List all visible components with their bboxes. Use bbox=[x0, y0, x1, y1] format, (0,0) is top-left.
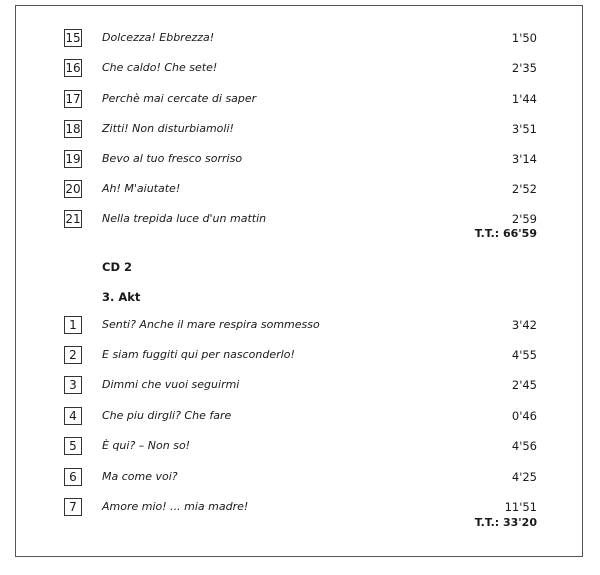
track-row bbox=[16, 407, 582, 427]
track-number: 7 bbox=[64, 498, 82, 516]
cd1-total-time: T.T.: 66'59 bbox=[474, 227, 537, 240]
track-number: 15 bbox=[65, 31, 81, 45]
track-number: 18 bbox=[65, 122, 81, 136]
track-number: 6 bbox=[64, 468, 82, 486]
track-title: È qui? – Non so! bbox=[102, 439, 191, 452]
track-number: 4 bbox=[64, 407, 82, 425]
track-duration: 0'46 bbox=[511, 409, 537, 423]
track-number: 5 bbox=[64, 437, 82, 455]
track-duration: 3'51 bbox=[511, 122, 537, 136]
track-number: 21 bbox=[65, 212, 81, 226]
track-number: 16 bbox=[65, 61, 81, 75]
cd2-heading: CD 2 bbox=[102, 260, 132, 274]
track-duration: 2'52 bbox=[511, 182, 537, 196]
track-number: 19 bbox=[65, 152, 81, 166]
track-title: Dimmi che vuoi seguirmi bbox=[102, 378, 240, 391]
track-duration: 2'45 bbox=[511, 378, 537, 392]
track-duration: 3'14 bbox=[511, 152, 537, 166]
track-row bbox=[16, 29, 582, 49]
track-duration: 4'25 bbox=[511, 470, 537, 484]
track-duration: 3'42 bbox=[511, 318, 537, 332]
track-duration: 4'55 bbox=[511, 348, 537, 362]
track-number: 2 bbox=[64, 346, 82, 364]
track-title: Senti? Anche il mare respira sommesso bbox=[102, 318, 320, 331]
track-duration: 2'35 bbox=[511, 61, 537, 75]
track-title: Nella trepida luce d'un mattin bbox=[102, 212, 267, 225]
track-number: 3 bbox=[64, 376, 82, 394]
track-duration: 1'44 bbox=[511, 92, 537, 106]
track-title: Che piu dirgli? Che fare bbox=[102, 409, 232, 422]
cd2-total-time: T.T.: 33'20 bbox=[474, 516, 537, 529]
track-title: Perchè mai cercate di saper bbox=[102, 92, 257, 105]
track-row bbox=[16, 316, 582, 336]
track-duration: 1'50 bbox=[511, 31, 537, 45]
track-title: Ah! M'aiutate! bbox=[102, 182, 181, 195]
track-duration: 11'51 bbox=[504, 500, 537, 514]
track-number: 17 bbox=[65, 92, 81, 106]
track-row bbox=[16, 59, 582, 79]
track-title: Che caldo! Che sete! bbox=[102, 61, 218, 74]
act-heading: 3. Akt bbox=[102, 290, 141, 304]
track-row bbox=[16, 150, 582, 170]
track-row bbox=[16, 437, 582, 457]
track-title: Dolcezza! Ebbrezza! bbox=[102, 31, 215, 44]
track-row bbox=[16, 90, 582, 110]
track-row bbox=[16, 120, 582, 140]
track-duration: 4'56 bbox=[511, 439, 537, 453]
track-duration: 2'59 bbox=[511, 212, 537, 226]
track-title: Ma come voi? bbox=[102, 470, 178, 483]
track-row bbox=[16, 346, 582, 366]
track-title: Zitti! Non disturbiamoli! bbox=[102, 122, 234, 135]
track-title: E siam fuggiti qui per nasconderlo! bbox=[102, 348, 295, 361]
track-number: 20 bbox=[65, 182, 81, 196]
track-number: 1 bbox=[64, 316, 82, 334]
track-row bbox=[16, 468, 582, 488]
track-title: Bevo al tuo fresco sorriso bbox=[102, 152, 243, 165]
track-row bbox=[16, 498, 582, 518]
tracklist-frame bbox=[15, 5, 583, 557]
track-row bbox=[16, 376, 582, 396]
track-row bbox=[16, 180, 582, 200]
track-title: Amore mio! ... mia madre! bbox=[102, 500, 249, 513]
